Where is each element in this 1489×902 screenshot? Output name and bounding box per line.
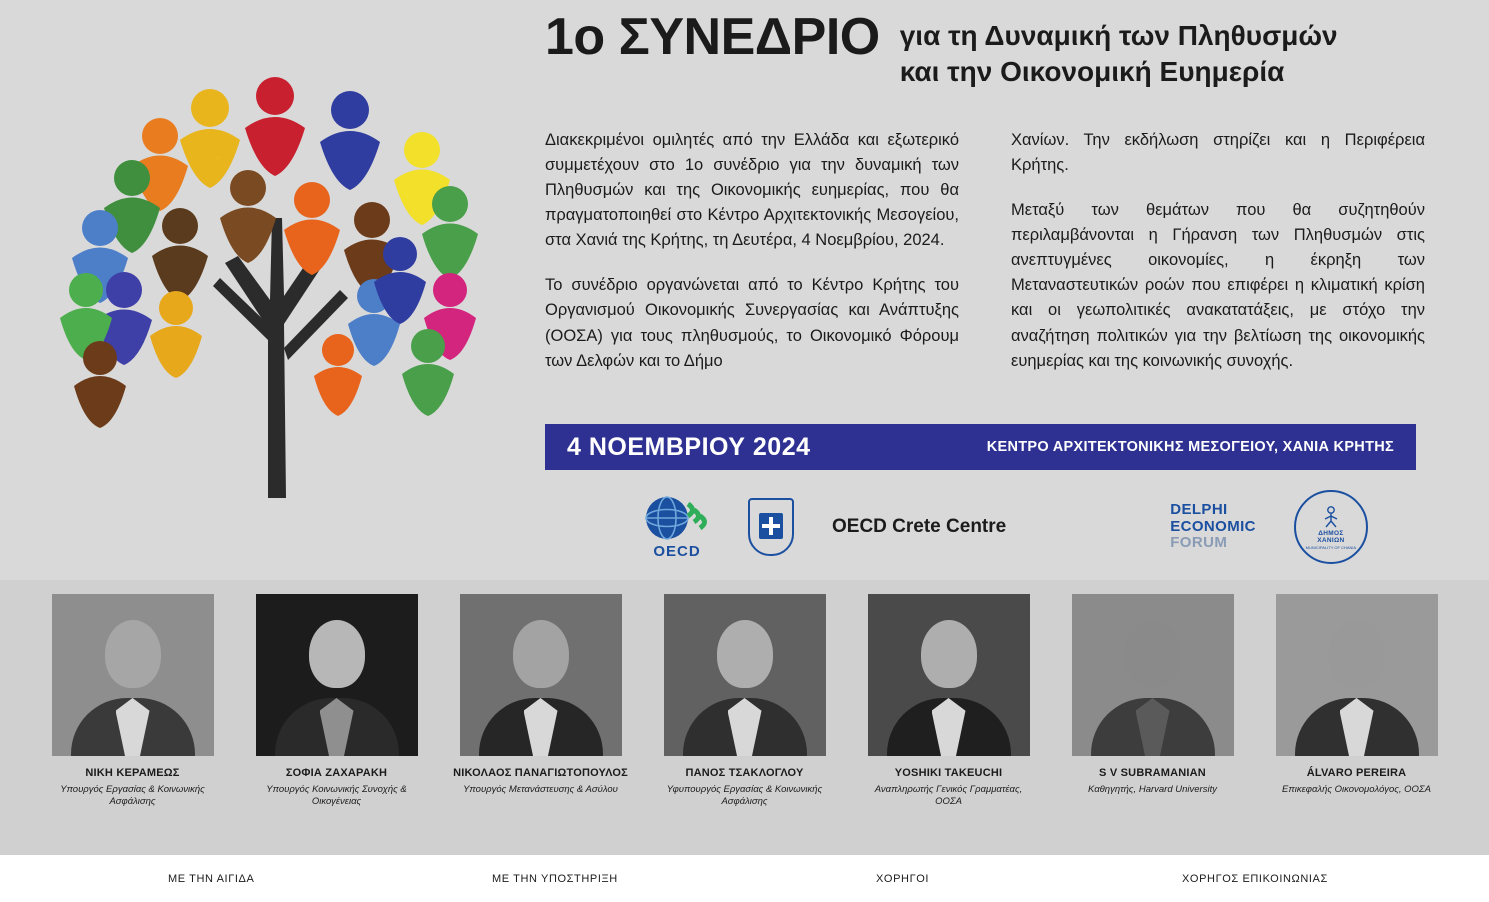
speaker-role: Υπουργός Εργασίας & Κοινωνικής Ασφάλισης [60, 783, 205, 808]
municipality-of-chania-logo [1294, 490, 1368, 564]
speaker-card [249, 594, 424, 855]
speaker-card [657, 594, 832, 855]
speaker-card [453, 594, 628, 855]
tree-icon [20, 28, 530, 528]
speaker-card [861, 594, 1036, 855]
body-column-right [1011, 128, 1425, 394]
oecd-label: OECD [653, 543, 701, 560]
sponsor-logos [640, 482, 1440, 572]
speaker-role: Επικεφαλής Οικονομολόγος, ΟΟΣΑ [1282, 783, 1431, 795]
chania-subtitle: MUNICIPALITY OF CHANIA [1305, 545, 1357, 550]
subtitle-line-2: και την Οικονομική Ευημερία [899, 56, 1285, 88]
avatar [1276, 594, 1438, 756]
speaker-role: Υφυπουργός Εργασίας & Κοινωνικής Ασφάλισης [666, 783, 823, 808]
globe-icon [640, 494, 714, 542]
speaker-name: ΣΟΦΙΑ ΖΑΧΑΡΑΚΗ [285, 767, 388, 779]
event-info-bar [545, 424, 1416, 470]
footer [0, 855, 1489, 902]
speaker-card [1269, 594, 1444, 855]
speaker-role: Αναπληρωτής Γενικός Γραμματέας, ΟΟΣΑ [874, 783, 1023, 808]
delphi-line-3: FORUM [1170, 534, 1228, 552]
greek-flag-icon [758, 512, 784, 542]
event-venue: ΚΕΝΤΡΟ ΑΡΧΙΤΕΚΤΟΝΙΚΗΣ ΜΕΣΟΓΕΙΟΥ, ΧΑΝΙΑ ΚΡΗΤΗΣ [986, 439, 1394, 455]
chania-line-2: ΧΑΝΙΩΝ [1317, 537, 1345, 544]
headline [545, 10, 1465, 91]
avatar [1072, 594, 1234, 756]
body-column-left [545, 128, 959, 394]
avatar [256, 594, 418, 756]
footer-label-sponsors: ΧΟΡΗΓΟΙ [876, 872, 930, 885]
subtitle-line-1: για τη Δυναμική των Πληθυσμών [899, 20, 1338, 51]
delphi-line-2: ECONOMIC [1170, 517, 1256, 535]
oecd-logo [640, 494, 714, 560]
hellenic-republic-emblem [748, 498, 794, 556]
footer-label-media-sponsor: ΧΟΡΗΓΟΣ ΕΠΙΚΟΙΝΩΝΙΑΣ [1182, 872, 1328, 885]
speaker-name: ΠΑΝΟΣ ΤΣΑΚΛΟΓΛΟΥ [685, 767, 804, 779]
avatar [460, 594, 622, 756]
people-tree-logo [20, 28, 530, 528]
event-date: 4 ΝΟΕΜΒΡΙΟΥ 2024 [567, 432, 811, 461]
footer-label-support: ΜΕ ΤΗΝ ΥΠΟΣΤΗΡΙΞΗ [492, 872, 618, 885]
avatar [664, 594, 826, 756]
body-columns [545, 128, 1425, 394]
paragraph: Το συνέδριο οργανώνεται από το Κέντρο Κρήτης του Οργανισμού Οικονομικής Συνεργασίας και Ανάπτυξης (ΟΟΣΑ) για τους πληθυσμούς, το Οικονομικό Φόρουμ των Δελφών και το Δήμο [545, 276, 959, 370]
speaker-name: ÁLVARO PEREIRA [1306, 767, 1407, 779]
speaker-role: Υπουργός Κοινωνικής Συνοχής & Οικογένειας [266, 783, 407, 808]
page-title: 1ο ΣΥΝΕΔΡΙΟ [545, 8, 880, 66]
speaker-role: Καθηγητής, Harvard University [1088, 783, 1217, 795]
speaker-name: YOSHIKI TAKEUCHI [894, 767, 1003, 779]
page-subtitle [900, 10, 1338, 91]
delphi-line-1: DELPHI [1170, 500, 1228, 518]
speaker-role: Υπουργός Μετανάστευσης & Ασύλου [463, 783, 618, 795]
speaker-name: ΝΙΚΟΛΑΟΣ ΠΑΝΑΓΙΩΤΟΠΟΥΛΟΣ [453, 767, 628, 779]
speaker-card [45, 594, 220, 855]
footer-label-aegida: ΜΕ ΤΗΝ ΑΙΓΙΔΑ [168, 872, 255, 885]
avatar [868, 594, 1030, 756]
speaker-name: ΝΙΚΗ ΚΕΡΑΜΕΩΣ [85, 767, 180, 779]
paragraph: Χανίων. Την εκδήλωση στηρίζει και η Περιφέρεια Κρήτης. [1011, 131, 1425, 175]
speaker-list [0, 580, 1489, 855]
paragraph: Διακεκριμένοι ομιλητές από την Ελλάδα και εξωτερικό συμμετέχουν στο 1ο συνέδριο για την δυναμική των Πληθυσμών και της Οικονομικής ευημερίας, που θα πραγματοποιηθεί στο Κέντρο Αρχιτεκτονικής Μεσογείου, στα Χανιά της Κρήτης, τη Δευτέρα, 4 Νοεμβρίου, 2024. [545, 131, 959, 250]
speaker-card [1065, 594, 1240, 855]
chania-line-1: ΔΗΜΟΣ [1318, 530, 1344, 537]
chania-crest-icon [1318, 504, 1344, 530]
paragraph: Μεταξύ των θεμάτων που θα συζητηθούν περιλαμβάνονται η Γήρανση των Πληθυσμών στις ανεπτυγμένες οικονομίες, η έκρηξη των Μεταναστευτικών ροών που επιφέρει η κλιματική κρίση και οι γεωπολιτικές ανακατατάξεις, με στόχο την αναζήτηση πολιτικών για την βελτίωση της οικονομικής ευημερίας και της κοινωνικής συνοχής. [1011, 201, 1425, 370]
avatar [52, 594, 214, 756]
delphi-economic-forum-logo [1170, 502, 1256, 552]
speaker-name: S V SUBRAMANIAN [1099, 767, 1206, 779]
oecd-crete-centre-label: OECD Crete Centre [832, 516, 1007, 537]
